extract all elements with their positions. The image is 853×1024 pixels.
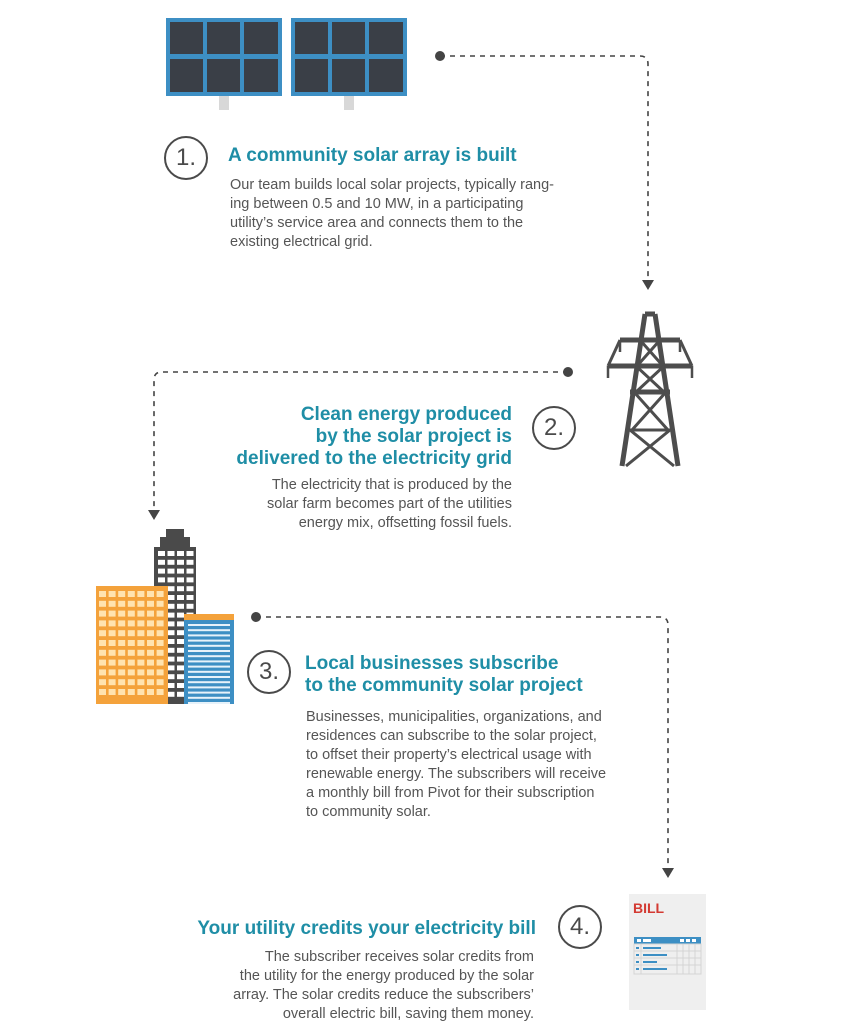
window: [128, 620, 135, 626]
window: [187, 560, 194, 565]
window: [99, 640, 106, 646]
window: [109, 650, 116, 656]
window: [177, 577, 184, 582]
window: [147, 611, 154, 617]
step-1-number: 1.: [164, 136, 208, 180]
window: [137, 669, 144, 675]
window: [177, 683, 184, 688]
step-1-title: A community solar array is built: [228, 145, 517, 166]
window: [109, 640, 116, 646]
window: [157, 611, 164, 617]
window: [177, 613, 184, 618]
window: [128, 660, 135, 666]
window: [137, 660, 144, 666]
window: [109, 660, 116, 666]
window: [137, 630, 144, 636]
window: [137, 640, 144, 646]
window: [109, 679, 116, 685]
window: [157, 601, 164, 607]
step-4-title: Your utility credits your electricity bill: [197, 918, 536, 939]
window: [188, 655, 230, 657]
window: [137, 591, 144, 597]
step-2-body: The electricity that is produced by the solar farm becomes part of the utilities energy mix, offsetting fossil fuels.: [267, 477, 512, 531]
window: [99, 601, 106, 607]
window: [147, 620, 154, 626]
window: [99, 660, 106, 666]
window: [109, 611, 116, 617]
window: [168, 657, 175, 662]
window: [188, 629, 230, 631]
window: [188, 681, 230, 683]
window: [128, 611, 135, 617]
solar-panels-icon: [166, 18, 407, 110]
window: [168, 577, 175, 582]
window: [177, 586, 184, 591]
window: [168, 560, 175, 565]
window: [118, 669, 125, 675]
window: [157, 679, 164, 685]
window: [128, 591, 135, 597]
window: [99, 669, 106, 675]
step-4-body: The subscriber receives solar credits from the utility for the energy produced by the solar array. The solar credits reduce the subscribers’ overall electric bill, saving them money.: [233, 949, 534, 1022]
window: [168, 665, 175, 670]
window: [188, 624, 230, 626]
window: [177, 639, 184, 644]
step-3-body: Businesses, municipalities, organizations, and residences can subscribe to the solar project, to offset their property’s electrical usage with renewable energy. The subscribers will receive a monthly bill from Pivot for their subscription to community solar.: [306, 709, 607, 820]
window: [109, 669, 116, 675]
window: [128, 679, 135, 685]
window: [177, 648, 184, 653]
window: [118, 630, 125, 636]
window: [157, 640, 164, 646]
window: [177, 630, 184, 635]
window: [157, 689, 164, 695]
window: [137, 689, 144, 695]
window: [177, 595, 184, 600]
window: [147, 640, 154, 646]
window: [168, 639, 175, 644]
window: [128, 601, 135, 607]
window: [188, 692, 230, 694]
step-3-number: 3.: [247, 650, 291, 694]
window: [99, 611, 106, 617]
window: [128, 650, 135, 656]
window: [128, 689, 135, 695]
window: [147, 601, 154, 607]
window: [177, 674, 184, 679]
window: [118, 591, 125, 597]
window: [99, 689, 106, 695]
window: [118, 611, 125, 617]
step-2-title: Clean energy produced by the solar project is delivered to the electricity grid: [236, 404, 512, 469]
window: [168, 674, 175, 679]
window: [188, 671, 230, 673]
window: [168, 569, 175, 574]
window: [137, 601, 144, 607]
window: [187, 577, 194, 582]
window: [137, 650, 144, 656]
window: [187, 604, 194, 609]
window: [168, 595, 175, 600]
window: [99, 630, 106, 636]
window: [109, 601, 116, 607]
window: [118, 640, 125, 646]
city-buildings-icon: [96, 529, 234, 704]
window: [147, 660, 154, 666]
window: [157, 620, 164, 626]
window: [177, 560, 184, 565]
window: [128, 630, 135, 636]
window: [177, 657, 184, 662]
window: [109, 620, 116, 626]
window: [137, 611, 144, 617]
window: [177, 621, 184, 626]
window: [177, 665, 184, 670]
window: [147, 689, 154, 695]
window: [118, 689, 125, 695]
window: [147, 650, 154, 656]
window: [177, 692, 184, 697]
window: [188, 650, 230, 652]
window: [168, 586, 175, 591]
window: [188, 676, 230, 678]
window: [128, 640, 135, 646]
window: [168, 692, 175, 697]
bill-label: BILL: [633, 900, 665, 916]
window: [168, 621, 175, 626]
window: [99, 650, 106, 656]
window: [99, 679, 106, 685]
window: [188, 686, 230, 688]
step-2-number: 2.: [532, 406, 576, 450]
window: [188, 666, 230, 668]
window: [158, 560, 165, 565]
window: [188, 634, 230, 636]
window: [157, 591, 164, 597]
window: [187, 569, 194, 574]
window: [168, 613, 175, 618]
window: [118, 679, 125, 685]
transmission-tower-icon: [608, 314, 692, 466]
window: [187, 551, 194, 556]
window: [157, 660, 164, 666]
window: [118, 620, 125, 626]
step-4-number: 4.: [558, 905, 602, 949]
window: [188, 645, 230, 647]
window: [168, 683, 175, 688]
window: [109, 689, 116, 695]
window: [109, 591, 116, 597]
window: [187, 595, 194, 600]
window: [177, 569, 184, 574]
window: [158, 551, 165, 556]
window: [118, 660, 125, 666]
window: [128, 669, 135, 675]
window: [177, 551, 184, 556]
window: [168, 648, 175, 653]
window: [157, 630, 164, 636]
window: [188, 702, 230, 704]
window: [147, 630, 154, 636]
window: [118, 601, 125, 607]
window: [147, 679, 154, 685]
window: [168, 630, 175, 635]
window: [147, 669, 154, 675]
window: [137, 679, 144, 685]
window: [188, 640, 230, 642]
window: [109, 630, 116, 636]
window: [118, 650, 125, 656]
window: [99, 620, 106, 626]
step-3-title: Local businesses subscribe to the community solar project: [305, 653, 583, 696]
window: [147, 591, 154, 597]
window: [158, 569, 165, 574]
window: [187, 586, 194, 591]
window: [99, 591, 106, 597]
step-1-body: Our team builds local solar projects, typically rang- ing between 0.5 and 10 MW, in a participating utility’s service area and connects them to the existing electrical grid.: [230, 177, 554, 250]
window: [188, 697, 230, 699]
window: [137, 620, 144, 626]
window: [157, 669, 164, 675]
window: [158, 577, 165, 582]
window: [168, 604, 175, 609]
window: [168, 551, 175, 556]
window: [177, 604, 184, 609]
window: [157, 650, 164, 656]
window: [188, 660, 230, 662]
